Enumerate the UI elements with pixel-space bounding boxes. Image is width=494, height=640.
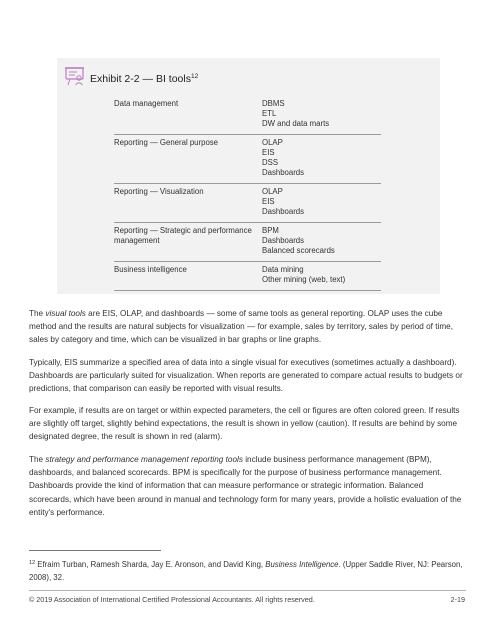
footnote-reference: 12 — [190, 73, 199, 80]
body-paragraph: The visual tools are EIS, OLAP, and dashboards — some of same tools as general reporting. OLAP uses the cube method and the results are natural subjects for visualization — for example, sales by territory, sales by period of time, sales by category and time, which can be visualized in bar graphs or line graphs. — [29, 309, 453, 345]
category-cell: Data management — [114, 99, 179, 108]
table-row — [114, 99, 381, 134]
exhibit-table — [114, 99, 381, 291]
tool-item: Dashboards — [262, 207, 305, 216]
footer-divider — [29, 590, 466, 591]
table-row — [114, 222, 381, 261]
presentation-board-icon — [64, 65, 86, 87]
tool-item: Other mining (web, text) — [262, 275, 346, 284]
tool-item: EIS — [262, 148, 275, 157]
tool-item: DBMS — [262, 99, 285, 108]
tool-item: EIS — [262, 197, 275, 206]
tool-item: Data mining — [262, 265, 304, 274]
tools-cell — [262, 265, 381, 285]
tool-item: DSS — [262, 158, 279, 167]
table-row — [114, 261, 381, 291]
tool-item: Dashboards — [262, 168, 305, 177]
tools-cell — [262, 99, 381, 129]
tool-item: Balanced scorecards — [262, 246, 335, 255]
tools-cell — [262, 138, 381, 178]
exhibit-box — [57, 58, 440, 294]
copyright-notice: © 2019 Association of International Certified Professional Accountants. All rights reserved. — [29, 595, 315, 604]
table-row — [114, 183, 381, 222]
tools-cell — [262, 226, 381, 256]
footnote-divider — [29, 550, 161, 551]
emphasis-text: strategy and performance management reporting tools — [45, 455, 243, 464]
tool-item: ETL — [262, 109, 277, 118]
body-paragraph: Typically, EIS summarize a specified area of data into a single visual for executives (sometimes actually a dashboard). Dashboards are particularly suited for visualization. When reports are generated to compare actual results to budgets or predictions, that comparison can easily be reported with visual results. — [29, 358, 463, 394]
table-row — [114, 134, 381, 183]
emphasis-text: visual tools — [45, 309, 86, 318]
tool-item: OLAP — [262, 187, 283, 196]
category-cell: Reporting — Visualization — [114, 187, 204, 196]
category-cell: Reporting — Strategic and performance management — [114, 226, 252, 245]
emphasis-text: Business Intelligence — [265, 560, 339, 569]
tools-cell — [262, 187, 381, 217]
tool-item: Dashboards — [262, 236, 305, 245]
category-cell: Reporting — General purpose — [114, 138, 219, 147]
page-number: 2-19 — [450, 595, 465, 604]
footnote-number: 12 — [29, 560, 36, 566]
category-cell: Business intelligence — [114, 265, 187, 274]
body-paragraph: The strategy and performance management reporting tools include business performance management (BPM), dashboards, and balanced scorecards. BPM is specifically for the purpose of business performance management. Dashboards provide the kind of information that can measure performance or strategic information. Balanced scorecards, which have been around in manual and technology form for many years, provide a holistic evaluation of the entity's performance. — [29, 455, 462, 517]
body-paragraph: For example, if results are on target or within expected parameters, the cell or figures are often colored green. If results are slightly off target, slightly behind expectations, the result is shown in yellow (caution). If results are behind by some designated degree, the result is shown in red (alarm). — [29, 406, 460, 442]
tool-item: OLAP — [262, 138, 283, 147]
tool-item: DW and data marts — [262, 119, 330, 128]
tool-item: BPM — [262, 226, 279, 235]
footnote: $^{12}$ Efraim Turban, Ramesh Sharda, Jay E. Aronson, and David King, Business Intelligence. (Upper Saddle River, NJ: Pearson, 2008), 32. — [29, 560, 463, 582]
exhibit-title: Exhibit 2-2 — BI tools$^{12}$ — [90, 73, 199, 85]
